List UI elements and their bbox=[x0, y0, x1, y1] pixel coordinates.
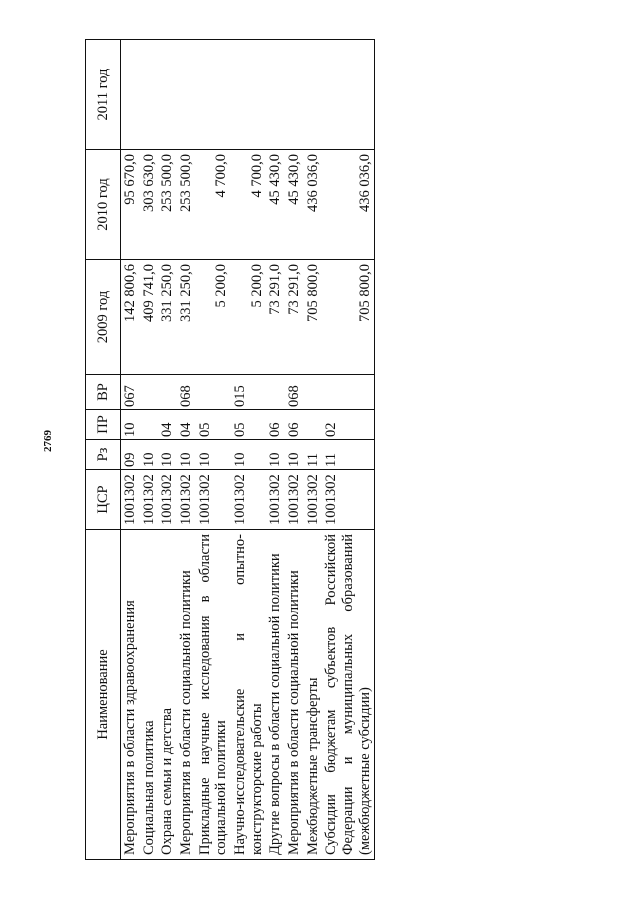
table-row bbox=[177, 40, 196, 860]
cell-rz: 11 bbox=[304, 440, 323, 470]
cell-name: Социальная политика bbox=[140, 530, 159, 860]
cell-2011 bbox=[266, 40, 285, 150]
cell-rz: 09 bbox=[121, 440, 140, 470]
cell-vr: 015 bbox=[231, 375, 266, 410]
cell-vr bbox=[266, 375, 285, 410]
cell-vr bbox=[304, 375, 323, 410]
cell-2011 bbox=[322, 40, 375, 150]
header-name: Наименование bbox=[86, 530, 121, 860]
page-number: 2769 bbox=[42, 430, 54, 452]
cell-2011 bbox=[231, 40, 266, 150]
header-2010: 2010 год bbox=[86, 150, 121, 260]
cell-2011 bbox=[177, 40, 196, 150]
cell-vr bbox=[196, 375, 231, 410]
cell-csr: 1001302 bbox=[322, 470, 375, 530]
cell-pr: 04 bbox=[158, 410, 177, 440]
cell-2010: 4 700,0 bbox=[231, 150, 266, 260]
cell-name: Охрана семьи и детства bbox=[158, 530, 177, 860]
cell-2010: 436 036,0 bbox=[304, 150, 323, 260]
cell-2009: 5 200,0 bbox=[196, 260, 231, 375]
cell-pr: 05 bbox=[196, 410, 231, 440]
table-header-row bbox=[86, 40, 121, 860]
cell-2009: 409 741,0 bbox=[140, 260, 159, 375]
cell-vr: 068 bbox=[285, 375, 304, 410]
table-row bbox=[140, 40, 159, 860]
cell-rz: 10 bbox=[231, 440, 266, 470]
cell-2011 bbox=[158, 40, 177, 150]
cell-2009: 142 800,6 bbox=[121, 260, 140, 375]
cell-vr bbox=[322, 375, 375, 410]
cell-pr: 02 bbox=[322, 410, 375, 440]
cell-2009: 331 250,0 bbox=[177, 260, 196, 375]
cell-2011 bbox=[304, 40, 323, 150]
cell-csr: 1001302 bbox=[158, 470, 177, 530]
cell-name: Мероприятия в области здравоохранения bbox=[121, 530, 140, 860]
cell-pr: 06 bbox=[285, 410, 304, 440]
cell-2009: 73 291,0 bbox=[285, 260, 304, 375]
cell-csr: 1001302 bbox=[121, 470, 140, 530]
cell-2009: 73 291,0 bbox=[266, 260, 285, 375]
cell-rz: 10 bbox=[196, 440, 231, 470]
cell-name: Мероприятия в области социальной политики bbox=[177, 530, 196, 860]
cell-2010: 45 430,0 bbox=[266, 150, 285, 260]
cell-pr bbox=[304, 410, 323, 440]
rotated-table-container bbox=[85, 40, 590, 860]
cell-csr: 1001302 bbox=[196, 470, 231, 530]
cell-2009: 331 250,0 bbox=[158, 260, 177, 375]
table-row bbox=[231, 40, 266, 860]
cell-pr: 10 bbox=[121, 410, 140, 440]
cell-csr: 1001302 bbox=[231, 470, 266, 530]
table-row bbox=[322, 40, 375, 860]
cell-2009: 705 800,0 bbox=[304, 260, 323, 375]
cell-name: Научно-исследовательские и опытно-конструкторские работы bbox=[231, 530, 266, 860]
cell-2011 bbox=[140, 40, 159, 150]
table-row bbox=[285, 40, 304, 860]
cell-name: Мероприятия в области социальной политики bbox=[285, 530, 304, 860]
header-csr: ЦСР bbox=[86, 470, 121, 530]
cell-vr: 067 bbox=[121, 375, 140, 410]
cell-2010: 253 500,0 bbox=[158, 150, 177, 260]
cell-2010: 95 670,0 bbox=[121, 150, 140, 260]
cell-rz: 10 bbox=[158, 440, 177, 470]
cell-2010: 45 430,0 bbox=[285, 150, 304, 260]
header-vr: ВР bbox=[86, 375, 121, 410]
cell-name: Прикладные научные исследования в области социальной политики bbox=[196, 530, 231, 860]
header-rz: Рз bbox=[86, 440, 121, 470]
header-2011: 2011 год bbox=[86, 40, 121, 150]
cell-csr: 1001302 bbox=[285, 470, 304, 530]
cell-csr: 1001302 bbox=[140, 470, 159, 530]
table-row bbox=[158, 40, 177, 860]
cell-vr bbox=[140, 375, 159, 410]
cell-rz: 10 bbox=[177, 440, 196, 470]
table-row bbox=[121, 40, 140, 860]
cell-csr: 1001302 bbox=[177, 470, 196, 530]
cell-rz: 11 bbox=[322, 440, 375, 470]
cell-name: Межбюджетные трансферты bbox=[304, 530, 323, 860]
cell-pr: 04 bbox=[177, 410, 196, 440]
cell-name: Субсидии бюджетам субъектов Российской Федерации и муниципальных образований (межбюджетные субсидии) bbox=[322, 530, 375, 860]
cell-rz: 10 bbox=[285, 440, 304, 470]
cell-name: Другие вопросы в области социальной политики bbox=[266, 530, 285, 860]
cell-csr: 1001302 bbox=[304, 470, 323, 530]
cell-rz: 10 bbox=[140, 440, 159, 470]
table-row bbox=[304, 40, 323, 860]
cell-2010: 303 630,0 bbox=[140, 150, 159, 260]
header-2009: 2009 год bbox=[86, 260, 121, 375]
table-row bbox=[196, 40, 231, 860]
cell-2010: 4 700,0 bbox=[196, 150, 231, 260]
cell-vr: 068 bbox=[177, 375, 196, 410]
cell-2011 bbox=[285, 40, 304, 150]
cell-pr bbox=[140, 410, 159, 440]
cell-vr bbox=[158, 375, 177, 410]
cell-pr: 06 bbox=[266, 410, 285, 440]
cell-pr: 05 bbox=[231, 410, 266, 440]
cell-2010: 436 036,0 bbox=[322, 150, 375, 260]
cell-2009: 5 200,0 bbox=[231, 260, 266, 375]
header-pr: ПР bbox=[86, 410, 121, 440]
table-row bbox=[266, 40, 285, 860]
cell-rz: 10 bbox=[266, 440, 285, 470]
cell-2009: 705 800,0 bbox=[322, 260, 375, 375]
cell-2011 bbox=[121, 40, 140, 150]
cell-csr: 1001302 bbox=[266, 470, 285, 530]
cell-2010: 253 500,0 bbox=[177, 150, 196, 260]
budget-table bbox=[85, 39, 375, 860]
cell-2011 bbox=[196, 40, 231, 150]
